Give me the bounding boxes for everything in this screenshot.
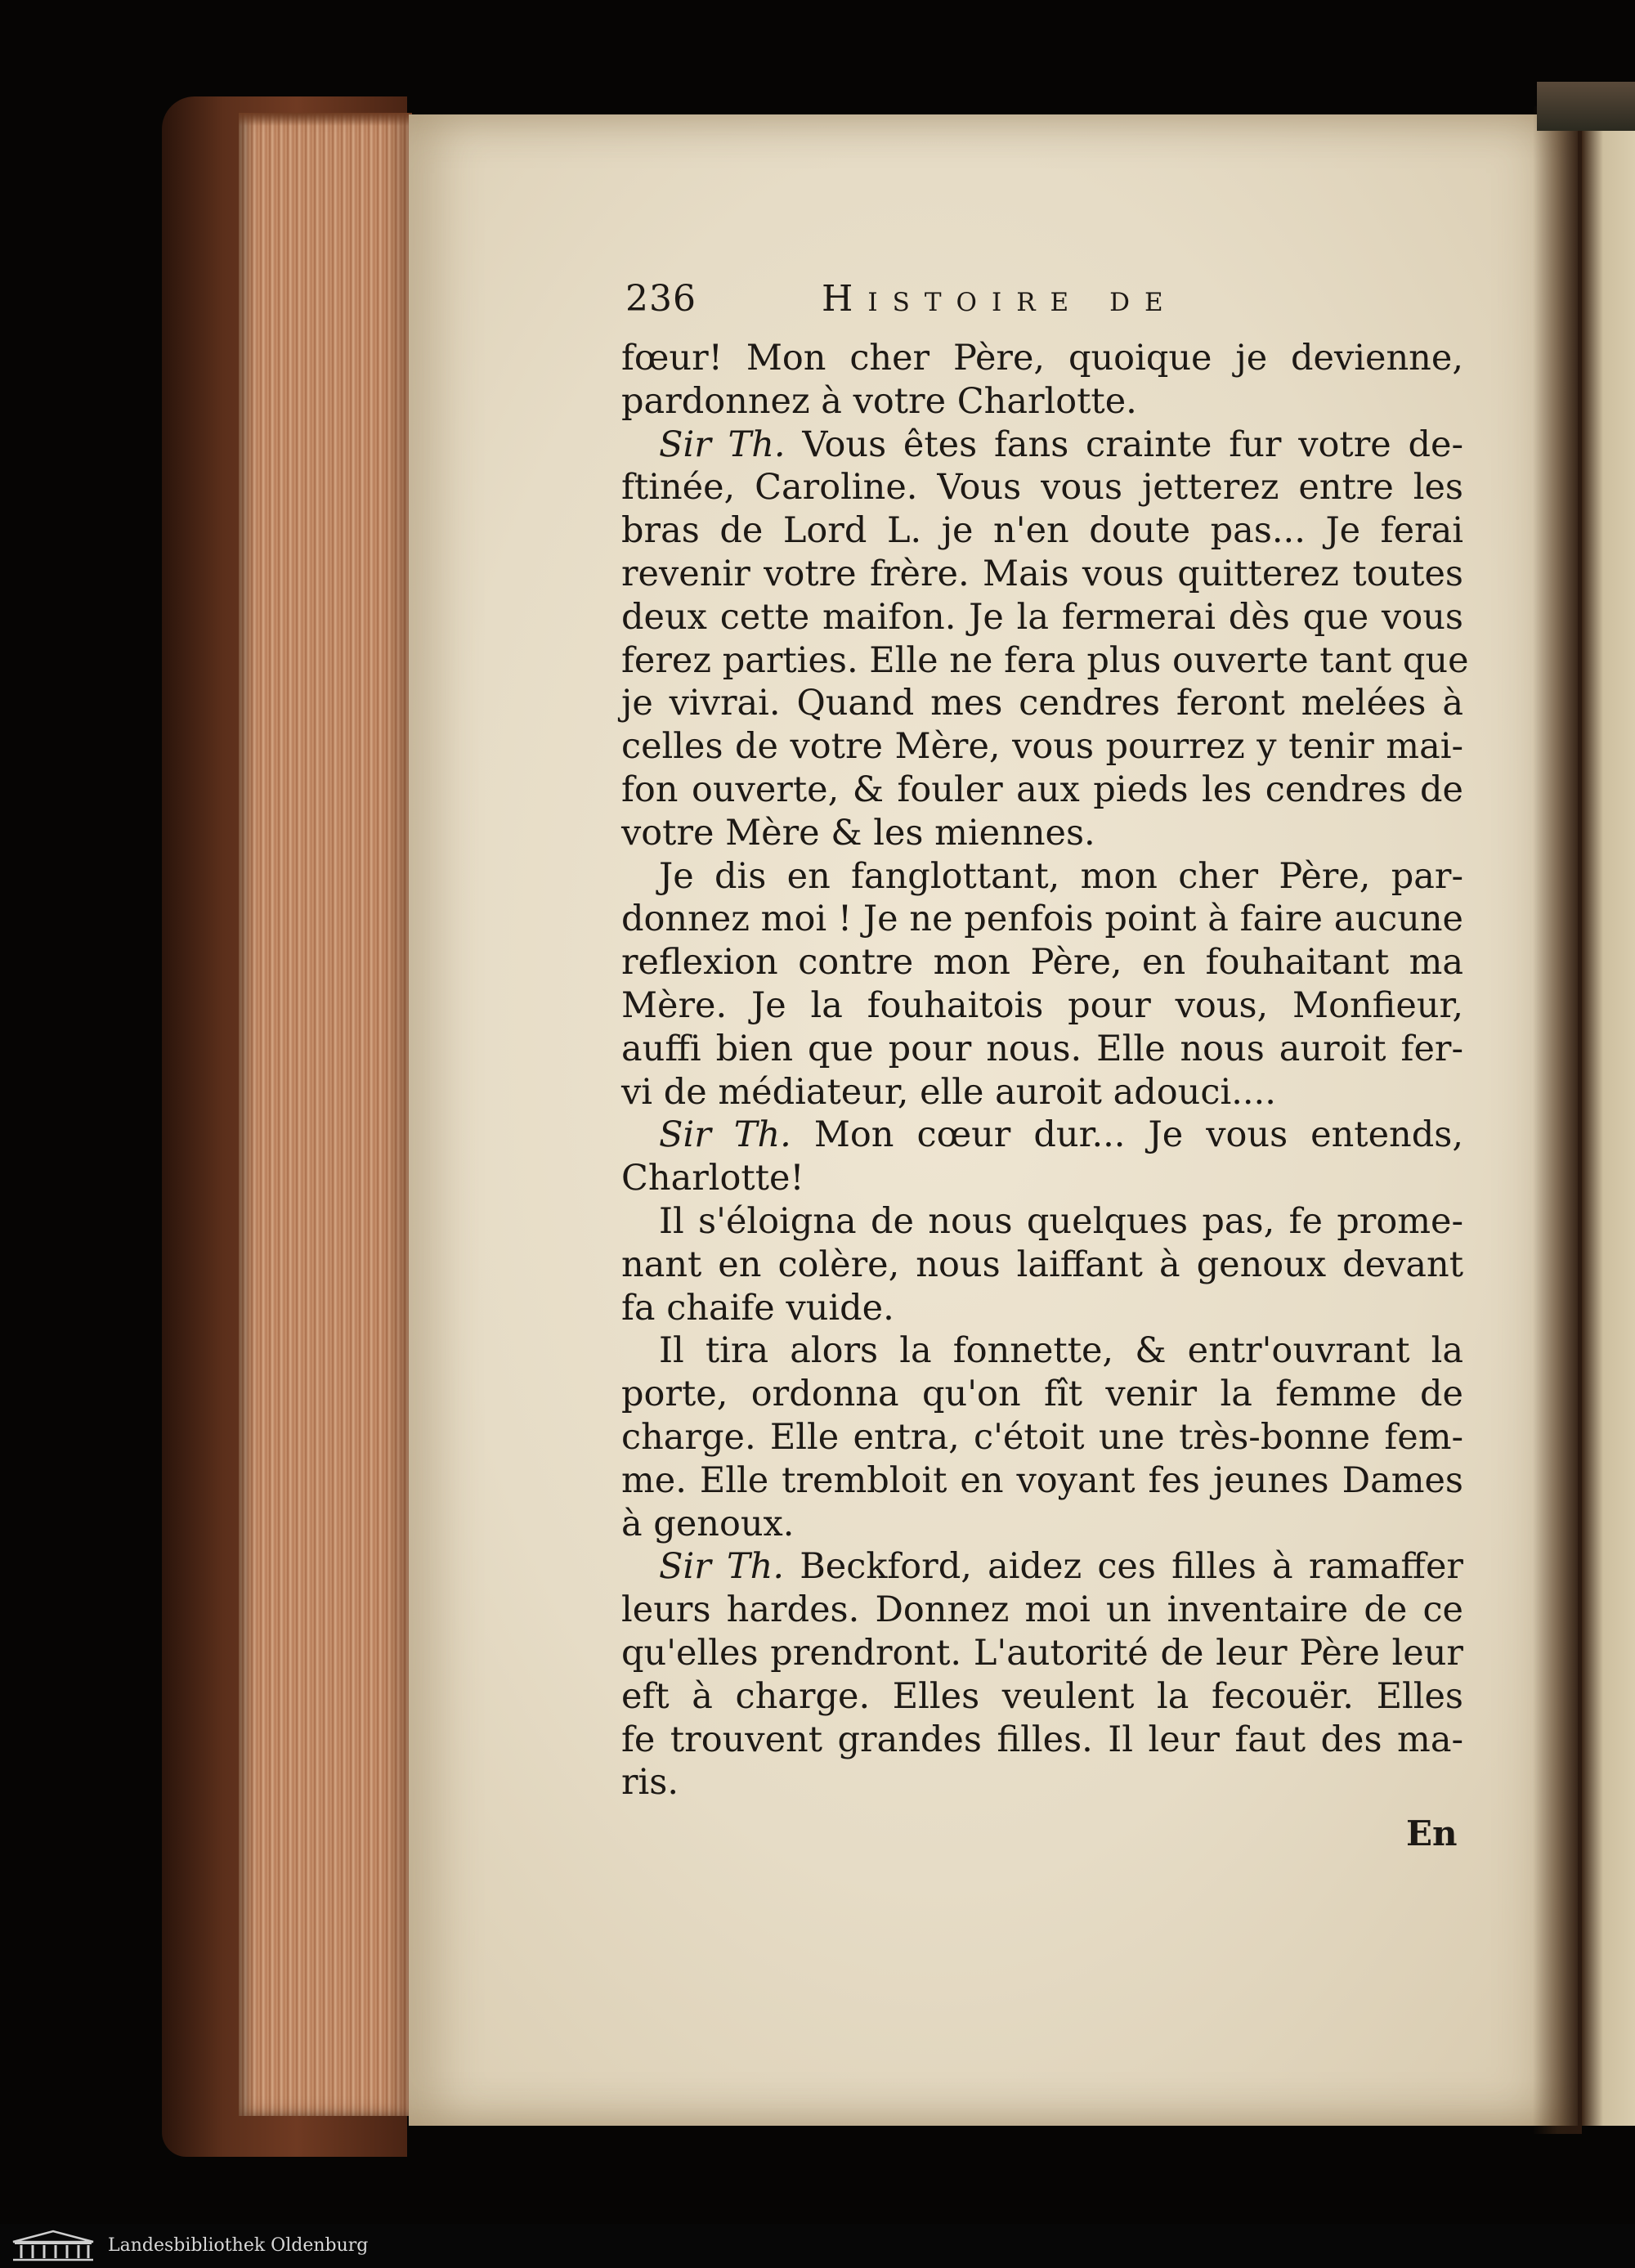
line-text: porte, ordonna qu'on fît venir la femme de	[621, 1374, 1463, 1415]
line-text: bras de Lord L. je n'en doute pas... Je ferai	[621, 510, 1463, 552]
speaker-name: Sir Th.	[659, 1546, 784, 1588]
page-body-text	[621, 337, 1469, 1804]
text-line	[621, 1071, 1463, 1114]
text-line	[621, 1244, 1463, 1287]
line-text: pardonnez à votre Charlotte.	[621, 380, 1137, 422]
line-text: nant en colère, nous laiffant à genoux devant	[621, 1244, 1463, 1285]
text-line	[621, 466, 1463, 509]
text-line	[621, 1416, 1463, 1459]
text-line	[621, 725, 1463, 769]
text-line	[621, 812, 1463, 855]
text-line	[621, 769, 1463, 812]
line-text: Beckford, aidez ces filles à ramaffer	[784, 1546, 1463, 1588]
line-text: fon ouverte, & fouler aux pieds les cendres de	[621, 769, 1463, 810]
line-text: Je dis en fanglottant, mon cher Père, par-	[659, 855, 1463, 897]
text-line	[621, 1287, 1463, 1330]
text-line	[621, 941, 1463, 984]
line-text: Il tira alors la fonnette, & entr'ouvrant la	[659, 1330, 1463, 1372]
text-line	[621, 1157, 1463, 1200]
text-line	[621, 380, 1463, 424]
text-line	[621, 1675, 1463, 1719]
facing-page-edge	[1582, 123, 1635, 2126]
line-text: je vivrai. Quand mes cendres feront melées à	[621, 683, 1463, 724]
text-line	[621, 1114, 1463, 1157]
speaker-name: Sir Th.	[659, 424, 786, 465]
line-text: me. Elle trembloit en voyant fes jeunes Dames	[621, 1459, 1463, 1501]
text-line	[621, 1329, 1463, 1373]
line-text: deux cette maifon. Je la fermerai dès que vous	[621, 596, 1463, 638]
speaker-name: Sir Th.	[659, 1114, 791, 1156]
line-text: Vous êtes fans crainte fur votre de-	[785, 424, 1463, 465]
line-text: revenir votre frère. Mais vous quitterez toutes	[621, 553, 1463, 594]
text-line	[621, 1200, 1463, 1244]
line-text: Charlotte!	[621, 1158, 804, 1199]
line-text: eft à charge. Elles veulent la fecouër. Elles	[621, 1675, 1463, 1717]
text-line	[621, 337, 1463, 380]
line-text: vi de médiateur, elle auroit adouci....	[621, 1071, 1276, 1113]
text-line	[621, 898, 1463, 941]
line-text: donnez moi ! Je ne penfois point à faire aucune	[621, 899, 1463, 940]
library-building-icon	[8, 2229, 98, 2263]
line-text: auffi bien que pour nous. Elle nous auroit fer-	[621, 1028, 1463, 1069]
text-line	[621, 553, 1463, 596]
line-text: Mon cœur dur... Je vous entends,	[791, 1114, 1463, 1156]
text-line	[621, 1632, 1463, 1675]
text-line	[621, 596, 1463, 639]
line-text: leurs hardes. Donnez moi un inventaire de ce	[621, 1589, 1463, 1631]
text-line	[621, 984, 1463, 1028]
catchword: En	[1406, 1813, 1458, 1853]
running-head	[625, 278, 1443, 327]
line-text: ris.	[621, 1762, 679, 1804]
page-number: 236	[625, 278, 697, 320]
text-line	[621, 424, 1463, 467]
running-title: Histoire de	[822, 278, 1178, 320]
line-text: charge. Elle entra, c'étoit une très-bonne fem-	[621, 1416, 1463, 1458]
text-line	[621, 1761, 1463, 1804]
line-text: ferez parties. Elle ne fera plus ouverte tant que	[621, 639, 1469, 681]
text-line	[621, 1503, 1463, 1546]
line-text: fa chaife vuide.	[621, 1287, 894, 1329]
book-spine-top	[1537, 82, 1635, 131]
page-gutter	[1533, 106, 1582, 2134]
line-text: fe trouvent grandes filles. Il leur faut des ma-	[621, 1719, 1463, 1760]
text-line	[621, 855, 1463, 899]
line-text: celles de votre Mère, vous pourrez y tenir mai-	[621, 726, 1463, 768]
line-text: reflexion contre mon Père, en fouhaitant ma	[621, 942, 1463, 984]
line-text: fœur! Mon cher Père, quoique je devienne,	[621, 338, 1463, 379]
text-line	[621, 682, 1463, 725]
line-text: votre Mère & les miennes.	[621, 812, 1095, 854]
line-text: ftinée, Caroline. Vous vous jetterez entre les	[621, 467, 1463, 509]
line-text: Mère. Je la fouhaitois pour vous, Monfieur,	[621, 984, 1463, 1026]
page-stack-edge	[239, 113, 412, 2116]
line-text: Il s'éloigna de nous quelques pas, fe prome-	[659, 1200, 1463, 1242]
text-line	[621, 1373, 1463, 1416]
text-line	[621, 509, 1463, 553]
text-line	[621, 1545, 1463, 1589]
text-line	[621, 1028, 1463, 1071]
text-line	[621, 1459, 1463, 1503]
line-text: qu'elles prendront. L'autorité de leur Père leur	[621, 1632, 1463, 1674]
line-text: à genoux.	[621, 1503, 795, 1544]
text-line	[621, 639, 1469, 683]
page-stack-shadow	[239, 113, 412, 126]
text-line	[621, 1719, 1463, 1762]
library-name: Landesbibliothek Oldenburg	[108, 2235, 369, 2256]
text-line	[621, 1589, 1463, 1632]
